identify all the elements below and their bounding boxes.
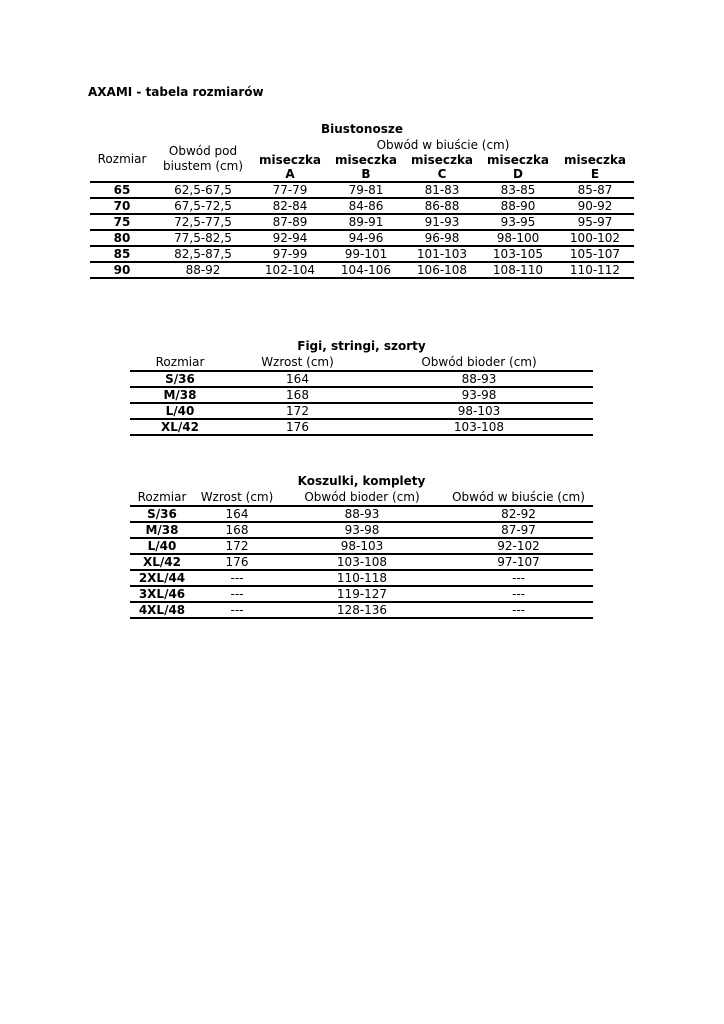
size-cell: 75 — [90, 214, 154, 230]
size-cell: XL/42 — [130, 419, 230, 435]
size-cell: 2XL/44 — [130, 570, 194, 586]
document-title: AXAMI - tabela rozmiarów — [88, 85, 264, 99]
table-row — [90, 214, 634, 230]
bust-cell: 91-93 — [404, 214, 480, 230]
size-cell: 80 — [90, 230, 154, 246]
value-cell: 164 — [230, 371, 365, 387]
table-row — [130, 586, 593, 602]
cup-word: miseczka — [410, 153, 474, 167]
table-row — [130, 538, 593, 554]
column-header: Wzrost (cm) — [261, 355, 334, 369]
size-cell: 90 — [90, 262, 154, 278]
value-cell: 176 — [230, 419, 365, 435]
value-cell: 103-108 — [280, 554, 444, 570]
bust-cell: 89-91 — [328, 214, 404, 230]
bust-cell: 99-101 — [328, 246, 404, 262]
table-row — [90, 198, 634, 214]
cup-letter: E — [590, 167, 600, 181]
bust-cell: 92-94 — [252, 230, 328, 246]
value-cell: 93-98 — [280, 522, 444, 538]
value-cell: 110-118 — [280, 570, 444, 586]
bust-cell: 95-97 — [556, 214, 634, 230]
value-cell: 168 — [230, 387, 365, 403]
cup-letter: A — [285, 167, 295, 181]
cup-word: miseczka — [334, 153, 398, 167]
cup-header — [252, 153, 328, 182]
bust-cell: 94-96 — [328, 230, 404, 246]
value-cell: --- — [194, 570, 280, 586]
bust-cell: 97-99 — [252, 246, 328, 262]
table-row — [130, 371, 593, 387]
bras-bust-group-header: Obwód w biuście (cm) — [376, 138, 510, 152]
bust-cell: 85-87 — [556, 182, 634, 198]
bust-cell: 98-100 — [480, 230, 556, 246]
column-header: Rozmiar — [137, 490, 187, 504]
table-row — [130, 522, 593, 538]
size-cell: XL/42 — [130, 554, 194, 570]
bust-cell: 86-88 — [404, 198, 480, 214]
table-row — [130, 506, 593, 522]
cup-header — [480, 153, 556, 182]
shirts-title: Koszulki, komplety — [297, 474, 426, 488]
column-header: Obwód w biuście (cm) — [452, 490, 585, 504]
bust-cell: 100-102 — [556, 230, 634, 246]
bras-section — [90, 121, 634, 279]
briefs-title: Figi, stringi, szorty — [297, 339, 426, 353]
bust-cell: 88-90 — [480, 198, 556, 214]
value-cell: --- — [194, 586, 280, 602]
cup-letter: B — [361, 167, 371, 181]
value-cell: 98-103 — [365, 403, 593, 419]
underbust-cell: 82,5-87,5 — [154, 246, 252, 262]
value-cell: 172 — [194, 538, 280, 554]
value-cell: 98-103 — [280, 538, 444, 554]
size-cell: M/38 — [130, 387, 230, 403]
value-cell: 172 — [230, 403, 365, 419]
size-cell: 65 — [90, 182, 154, 198]
cup-word: miseczka — [486, 153, 550, 167]
column-header: Wzrost (cm) — [200, 490, 274, 504]
underbust-cell: 67,5-72,5 — [154, 198, 252, 214]
cup-header — [404, 153, 480, 182]
bust-cell: 82-84 — [252, 198, 328, 214]
column-header: Obwód bioder (cm) — [304, 490, 420, 504]
value-cell: --- — [194, 602, 280, 618]
bras-underbust-header: Obwód pod biustem (cm) — [162, 144, 244, 173]
size-cell: 3XL/46 — [130, 586, 194, 602]
bras-table — [90, 137, 634, 279]
shirts-section — [130, 473, 593, 619]
table-row — [130, 419, 593, 435]
value-cell: 103-108 — [365, 419, 593, 435]
size-cell: S/36 — [130, 506, 194, 522]
bust-cell: 106-108 — [404, 262, 480, 278]
value-cell: 93-98 — [365, 387, 593, 403]
value-cell: 128-136 — [280, 602, 444, 618]
size-cell: 85 — [90, 246, 154, 262]
value-cell: 92-102 — [444, 538, 593, 554]
bust-cell: 90-92 — [556, 198, 634, 214]
value-cell: 87-97 — [444, 522, 593, 538]
size-cell: L/40 — [130, 403, 230, 419]
value-cell: 168 — [194, 522, 280, 538]
table-row — [90, 262, 634, 278]
bust-cell: 108-110 — [480, 262, 556, 278]
table-row — [90, 230, 634, 246]
cup-word: miseczka — [258, 153, 322, 167]
briefs-table — [130, 354, 593, 436]
bust-cell: 101-103 — [404, 246, 480, 262]
table-row — [130, 570, 593, 586]
bust-cell: 102-104 — [252, 262, 328, 278]
briefs-section — [130, 338, 593, 436]
bust-cell: 84-86 — [328, 198, 404, 214]
size-cell: S/36 — [130, 371, 230, 387]
size-cell: 4XL/48 — [130, 602, 194, 618]
bust-cell: 105-107 — [556, 246, 634, 262]
bust-cell: 110-112 — [556, 262, 634, 278]
bust-cell: 87-89 — [252, 214, 328, 230]
column-header: Obwód bioder (cm) — [421, 355, 537, 369]
bust-cell: 81-83 — [404, 182, 480, 198]
size-cell: L/40 — [130, 538, 194, 554]
bust-cell: 77-79 — [252, 182, 328, 198]
value-cell: 164 — [194, 506, 280, 522]
bust-cell: 83-85 — [480, 182, 556, 198]
cup-word: miseczka — [563, 153, 627, 167]
underbust-cell: 88-92 — [154, 262, 252, 278]
cup-header — [328, 153, 404, 182]
value-cell: 82-92 — [444, 506, 593, 522]
column-header: Rozmiar — [155, 355, 205, 369]
table-row — [130, 387, 593, 403]
table-row — [90, 182, 634, 198]
cup-letter: D — [513, 167, 523, 181]
bras-size-header: Rozmiar — [97, 152, 147, 166]
bust-cell: 93-95 — [480, 214, 556, 230]
value-cell: 88-93 — [280, 506, 444, 522]
bust-cell: 104-106 — [328, 262, 404, 278]
cup-letter: C — [437, 167, 447, 181]
value-cell: 97-107 — [444, 554, 593, 570]
cup-header — [556, 153, 634, 182]
bust-cell: 103-105 — [480, 246, 556, 262]
value-cell: 176 — [194, 554, 280, 570]
underbust-cell: 77,5-82,5 — [154, 230, 252, 246]
bust-cell: 79-81 — [328, 182, 404, 198]
value-cell: 119-127 — [280, 586, 444, 602]
underbust-cell: 72,5-77,5 — [154, 214, 252, 230]
bust-cell: 96-98 — [404, 230, 480, 246]
bras-title: Biustonosze — [321, 122, 403, 136]
table-row — [130, 602, 593, 618]
value-cell: 88-93 — [365, 371, 593, 387]
value-cell: --- — [444, 586, 593, 602]
table-row — [90, 246, 634, 262]
size-cell: M/38 — [130, 522, 194, 538]
value-cell: --- — [444, 602, 593, 618]
value-cell: --- — [444, 570, 593, 586]
table-row — [130, 554, 593, 570]
underbust-cell: 62,5-67,5 — [154, 182, 252, 198]
size-cell: 70 — [90, 198, 154, 214]
table-row — [130, 403, 593, 419]
shirts-table — [130, 489, 593, 619]
